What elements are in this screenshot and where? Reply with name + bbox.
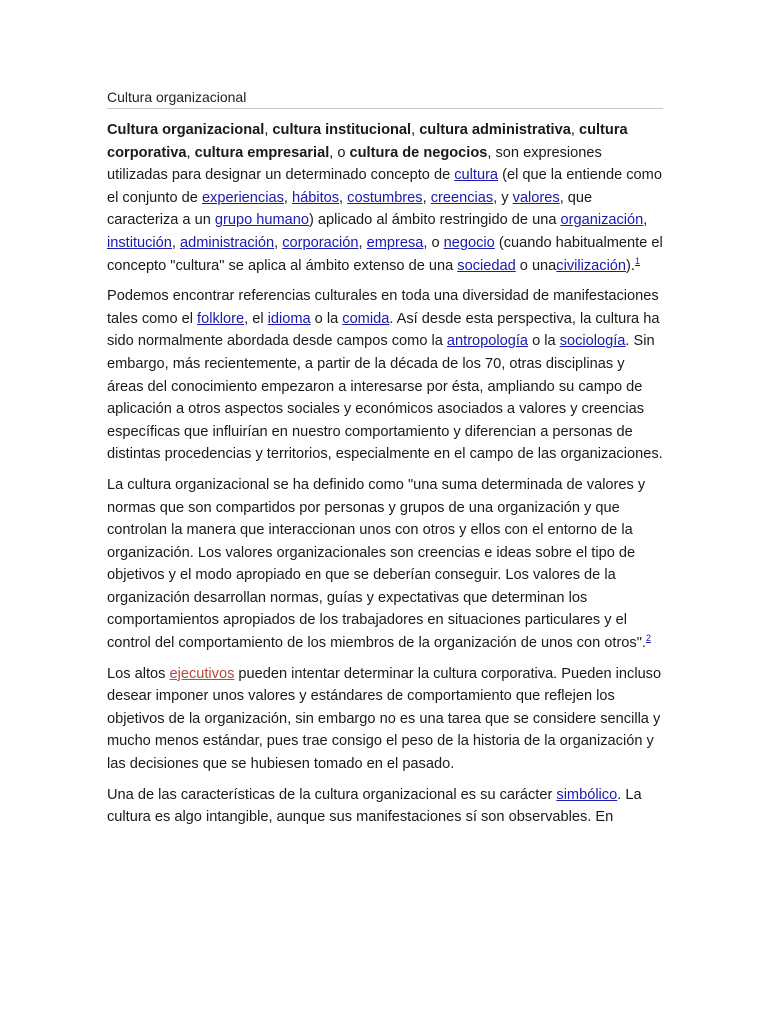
link-civilizacion[interactable]: civilización — [556, 257, 627, 274]
bold-term: cultura administrativa — [419, 122, 571, 138]
link-antropologia[interactable]: antropología — [446, 333, 529, 350]
link-grupo-humano[interactable]: grupo humano — [214, 212, 310, 229]
bold-term: cultura empresarial — [194, 144, 330, 161]
link-creencias[interactable]: creencias — [430, 189, 494, 206]
bold-term: cultura corporativa — [107, 122, 628, 161]
document-page — [107, 88, 663, 837]
bold-term: cultura de negocios — [349, 144, 488, 161]
link-empresa[interactable]: empresa — [366, 234, 424, 251]
link-administracion[interactable]: administración — [180, 234, 275, 251]
link-cultura[interactable]: cultura — [454, 167, 499, 184]
link-comida[interactable]: comida — [342, 310, 390, 327]
link-institucion[interactable]: institución — [107, 234, 172, 251]
footnote-ref-1[interactable]: 1 — [634, 255, 640, 266]
paragraph-5: Una de las características de la cultura organizacional es su carácter simbólico. La cultura es algo intangible, aunque sus manifestaciones sí son observables. En — [107, 786, 642, 826]
link-experiencias[interactable]: experiencias — [201, 189, 284, 206]
paragraph-1: Cultura organizacional, cultura institucional, cultura administrativa, cultura corporativa, cultura empresarial, o cultura de negocios, son expresiones utilizadas para designar un determinado concepto de cultura (el que la entiende como el conjunto de experiencias, hábitos, costumbres, creencias, y valores, que caracteriza a un grupo humano) aplicado al ámbito restringido de una organización, institución, administración, corporación, empresa, o negocio (cuando habitualmente el concepto "cultura" se aplica al ámbito extenso de una sociedad o unacivilización).$^1$ — [107, 122, 663, 274]
page-title: Cultura organizacional — [107, 88, 663, 109]
paragraph-2: Podemos encontrar referencias culturales en toda una diversidad de manifestaciones tales como el folklore, el idioma o la comida. Así desde esta perspectiva, la cultura ha sido normalmente abordada desde campos como la antropología o la sociología. Sin embargo, más recientemente, a partir de la década de los 70, otras disciplinas y áreas del conocimiento empezaron a interesarse por ésta, ampliando su campo de aplicación a otros aspectos sociales y económicos asociados a valores y creencias específicas que influirían en nuestro comportamiento y diferencian a personas de distintas procedencias y territorios, especialmente en el campo de las organizaciones. — [107, 288, 663, 463]
paragraph-3: La cultura organizacional se ha definido como "una suma determinada de valores y normas que son compartidos por personas y grupos de una organización y que controlan la manera que interaccionan unos con otros y ellos con el entorno de la organización. Los valores organizacionales son creencias e ideas sobre el tipo de objetivos y el modo apropiado en que se deberían conseguir. Los valores de la organización desarrollan normas, guías y expectativas que determinan los comportamientos apropiados de los trabajadores en situaciones particulares y el control del comportamiento de los miembros de la organización de unos con otros".$^2$ — [107, 476, 651, 652]
link-sociedad[interactable]: sociedad — [457, 257, 516, 274]
bold-term: Cultura organizacional — [107, 122, 265, 138]
link-sociologia[interactable]: sociología — [559, 333, 626, 350]
paragraph-4: Los altos ejecutivos pueden intentar determinar la cultura corporativa. Pueden incluso desear imponer unos valores y estándares de comportamiento que reflejen los objetivos de la organización, sin embargo no es una tarea que se considere sencilla y mucho menos estándar, pues trae consigo el peso de la historia de la organización y las decisiones que se hubiesen tomado en el pasado. — [107, 665, 662, 773]
link-simbolico[interactable]: simbólico — [556, 786, 618, 803]
link-costumbres[interactable]: costumbres — [347, 189, 423, 206]
link-organizacion[interactable]: organización — [560, 212, 644, 229]
link-habitos[interactable]: hábitos — [291, 189, 340, 206]
link-ejecutivos[interactable]: ejecutivos — [169, 665, 235, 682]
link-idioma[interactable]: idioma — [267, 310, 311, 327]
footnote-ref-2[interactable]: 2 — [645, 633, 651, 644]
link-valores[interactable]: valores — [512, 189, 560, 206]
link-corporacion[interactable]: corporación — [282, 234, 359, 251]
bold-term: cultura institucional — [272, 122, 412, 138]
link-negocio[interactable]: negocio — [443, 234, 495, 251]
link-folklore[interactable]: folklore — [197, 310, 245, 327]
